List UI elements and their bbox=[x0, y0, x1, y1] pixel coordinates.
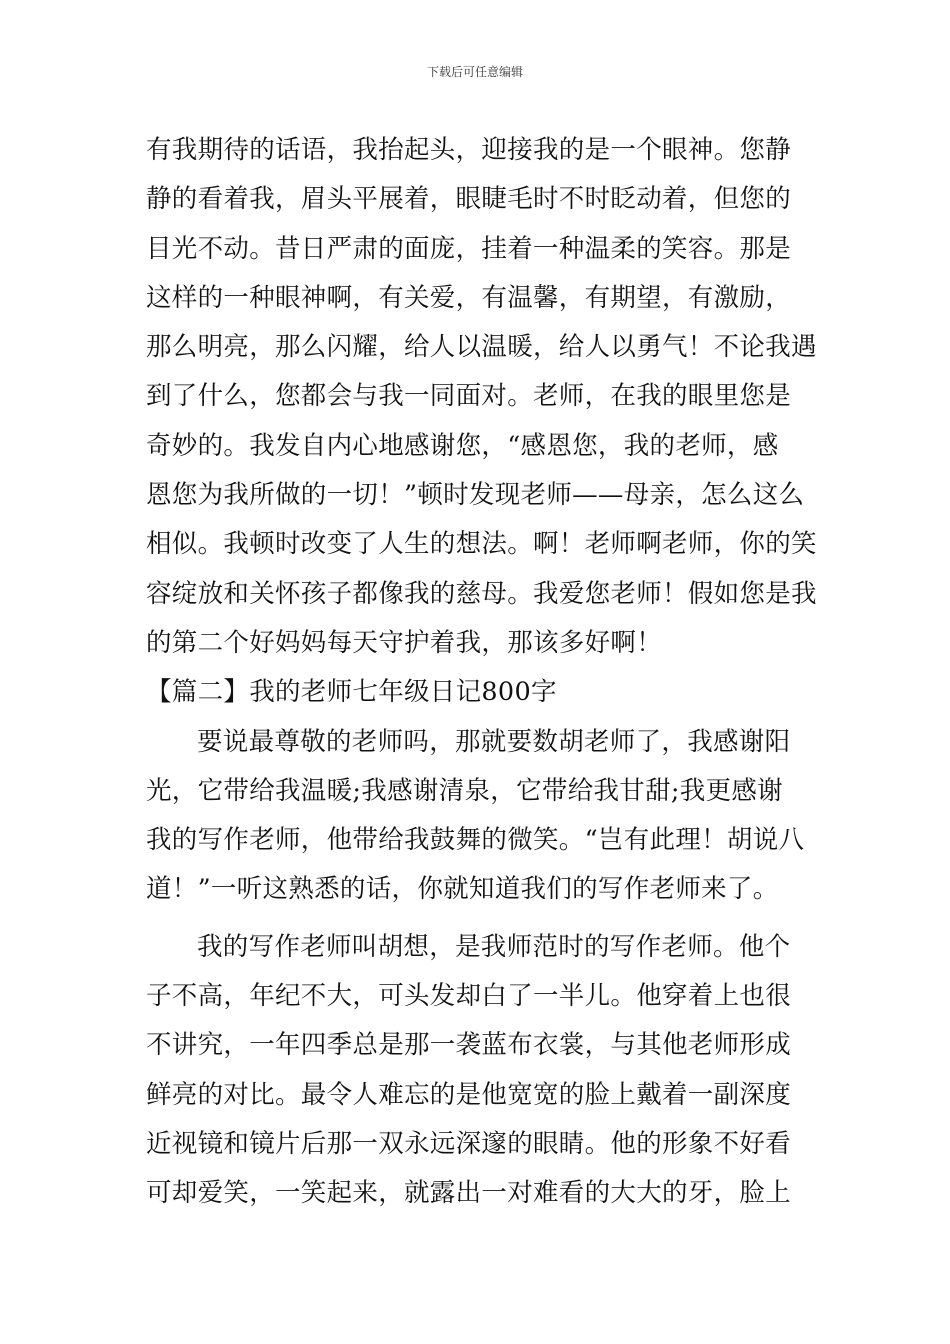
text-line: 奇妙的。我发自内心地感谢您，“感恩您，我的老师，感 bbox=[146, 430, 779, 461]
text-line: 我的写作老师叫胡想，是我师范时的写作老师。他个 bbox=[197, 931, 791, 962]
text-line: 静的看着我，眉头平展着，眼睫毛时不时眨动着，但您的 bbox=[146, 184, 792, 215]
text-line: 容绽放和关怀孩子都像我的慈母。我爱您老师！假如您是我 bbox=[146, 578, 817, 609]
paragraph-1 bbox=[146, 126, 817, 668]
text-line: 道！”一听这熟悉的话，你就知道我们的写作老师来了。 bbox=[146, 874, 779, 905]
text-line: 到了什么，您都会与我一同面对。老师，在我的眼里您是 bbox=[146, 381, 792, 412]
page-header: 下载后可任意编辑 bbox=[426, 65, 523, 79]
text-line: 不讲究，一年四季总是那一袭蓝布衣裳，与其他老师形成 bbox=[146, 1030, 792, 1061]
text-line: 子不高，年纪不大，可头发却白了一半儿。他穿着上也很 bbox=[146, 981, 792, 1012]
text-line: 要说最尊敬的老师吗，那就要数胡老师了，我感谢阳 bbox=[197, 726, 791, 757]
text-line: 鲜亮的对比。最令人难忘的是他宽宽的脸上戴着一副深度 bbox=[146, 1079, 792, 1110]
text-line: 近视镜和镜片后那一双永远深邃的眼睛。他的形象不好看 bbox=[146, 1128, 792, 1159]
document-body bbox=[146, 126, 817, 1219]
text-line: 那么明亮，那么闪耀，给人以温暖，给人以勇气！不论我遇 bbox=[146, 332, 817, 363]
paragraph-2 bbox=[146, 718, 810, 915]
text-line: 相似。我顿时改变了人生的想法。啊！老师啊老师，你的笑 bbox=[146, 529, 817, 560]
section-heading: 【篇二】我的老师七年级日记800字 bbox=[146, 677, 557, 708]
text-line: 我的写作老师，他带给我鼓舞的微笑。“岂有此理！胡说八 bbox=[146, 825, 805, 856]
text-line: 恩您为我所做的一切！”顿时发现老师——母亲，怎么这么 bbox=[146, 480, 805, 511]
text-line: 的第二个好妈妈每天守护着我，那该多好啊！ bbox=[146, 627, 663, 658]
text-line: 光，它带给我温暖;我感谢清泉，它带给我甘甜;我更感谢 bbox=[146, 775, 783, 806]
text-line: 可却爱笑，一笑起来，就露出一对难看的大大的牙，脸上 bbox=[146, 1178, 792, 1209]
text-line: 这样的一种眼神啊，有关爱，有温馨，有期望，有激励， bbox=[146, 282, 792, 313]
text-line: 有我期待的话语，我抬起头，迎接我的是一个眼神。您静 bbox=[146, 135, 792, 165]
paragraph-spacer bbox=[146, 915, 810, 923]
text-line: 目光不动。昔日严肃的面庞，挂着一种温柔的笑容。那是 bbox=[146, 233, 792, 264]
paragraph-3 bbox=[146, 923, 810, 1219]
